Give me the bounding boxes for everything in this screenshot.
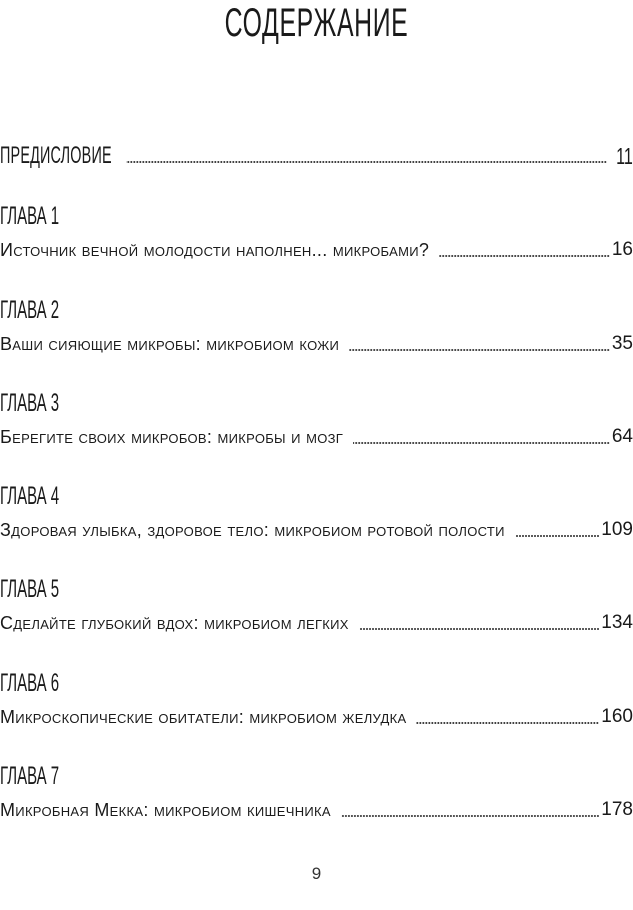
dot-leader [359, 628, 600, 630]
chapter-heading: ГЛАВА 2 [0, 296, 60, 324]
dot-leader [515, 535, 600, 537]
chapter-page-number: 134 [601, 612, 633, 633]
chapter-heading: ГЛАВА 6 [0, 669, 60, 697]
toc-entry-chapter-3[interactable] [0, 421, 633, 449]
chapter-page-number: 109 [601, 519, 633, 540]
chapter-page-number: 16 [611, 239, 633, 260]
toc-entry-chapter-5[interactable] [0, 607, 633, 635]
dot-leader [353, 442, 610, 444]
page-number: 9 [311, 864, 322, 883]
toc-entry-chapter-6[interactable] [0, 701, 633, 729]
chapter-title: Источник вечной молодости наполнен... микробами? [0, 240, 430, 260]
chapter-title: Микробная Мекка: микробиом кишечника [0, 800, 331, 820]
toc-entry-chapter-7[interactable] [0, 794, 633, 822]
dot-leader [341, 815, 599, 817]
toc-entry-chapter-4[interactable] [0, 514, 633, 542]
chapter-title: Ваши сияющие микробы: микробиом кожи [0, 334, 340, 354]
dot-leader [416, 722, 599, 724]
chapter-heading: ГЛАВА 1 [0, 202, 60, 230]
dot-leader [349, 349, 610, 351]
chapter-heading: ГЛАВА 5 [0, 575, 60, 603]
dot-leader [126, 161, 607, 163]
chapter-title: Микроскопические обитатели: микробиом желудка [0, 707, 407, 727]
chapter-heading: ГЛАВА 3 [0, 389, 60, 417]
chapter-title: Берегите своих микробов: микробы и мозг [0, 427, 344, 447]
preface-page-number: 11 [616, 143, 633, 169]
chapter-page-number: 178 [601, 799, 633, 820]
chapter-page-number: 160 [601, 706, 633, 727]
toc-entry-preface[interactable] [0, 140, 633, 168]
chapter-page-number: 35 [611, 333, 633, 354]
chapter-page-number: 64 [611, 426, 633, 447]
toc-entry-chapter-2[interactable] [0, 328, 633, 356]
dot-leader [439, 255, 610, 257]
chapter-heading: ГЛАВА 4 [0, 482, 60, 510]
preface-label: ПРЕДИСЛОВИЕ [0, 142, 112, 169]
chapter-title: Сделайте глубокий вдох: микробиом легких [0, 613, 349, 633]
toc-entry-chapter-1[interactable] [0, 234, 633, 262]
chapter-title: Здоровая улыбка, здоровое тело: микробиом ротовой полости [0, 520, 505, 540]
page-title: СОДЕРЖАНИЕ [224, 1, 409, 45]
chapter-heading: ГЛАВА 7 [0, 762, 60, 790]
